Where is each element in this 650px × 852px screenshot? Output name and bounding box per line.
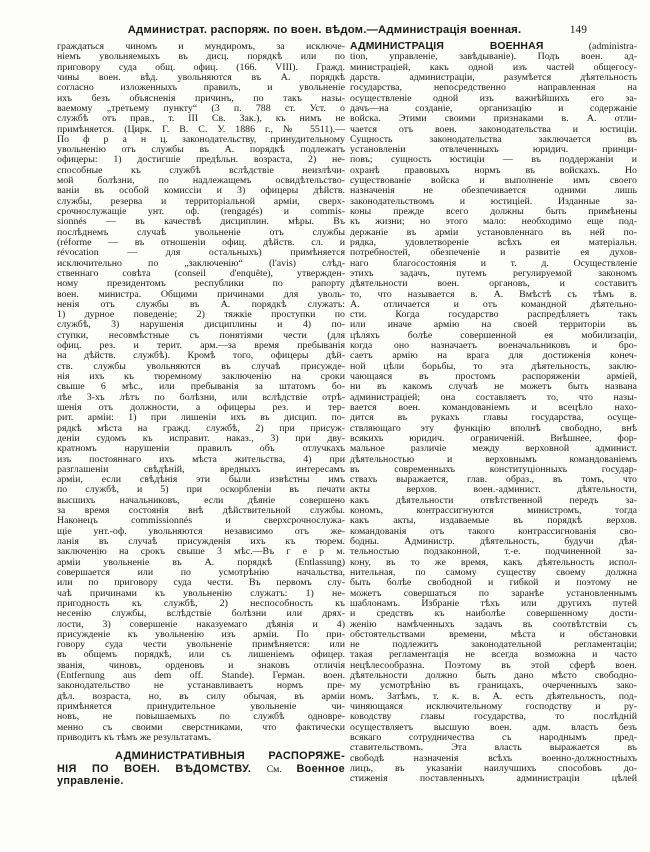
text-line: службѣ, 3) нарушенія дисциплины и 4) по- [57, 320, 345, 331]
text-line: когда оно назначаетъ военачальниковъ и бро- [350, 341, 637, 352]
text-line: дѣятельности должно быть дано мѣсто свободно- [350, 671, 637, 682]
text-line: арміи, если свѣдѣнія эти были извѣстны имъ [57, 475, 345, 486]
text-line: несенію службы, вслѣдствіе болѣзни или дрях- [57, 609, 345, 620]
text-line: послѣднемъ случаѣ увольненіе отъ службы [57, 227, 345, 238]
text-line: ств. службы увольняются въ случаѣ присужде- [57, 361, 345, 372]
text-line: мой болѣзни, по надлежащемъ освидѣтельство- [57, 176, 345, 187]
text-line: ланія въ случаѣ присужденія ихъ къ тюрем. [57, 537, 345, 547]
text-line: свободѣ назначенія всѣхъ военно-должностныхъ [350, 753, 637, 764]
text-line: чиняющаяся исключительному господству и ру- [350, 702, 637, 712]
text-line: стиженія поставленныхъ администраціи цѣлей [350, 774, 637, 785]
text-line: способные къ службѣ вслѣдствіе неизлѣчи- [57, 165, 345, 176]
text-line: исключительно по „заключенію“ (l'avis) слѣд- [57, 258, 345, 269]
text-line: то, что называется в. А. Вмѣстѣ съ тѣмъ в. [350, 289, 637, 300]
text-line: за время состоянія внѣ дѣйствительной службы. [57, 506, 345, 517]
text-line: ствляющаго эту функцію вполнѣ свободно, внѣ [350, 423, 637, 434]
text-line: рядка, удовлетвореніе всѣхъ ея матеріальн. [350, 237, 637, 248]
text-line: дачъ—на созданіе, организацію и содержаніе [350, 103, 637, 114]
text-line: наго благосостоянія и т. д. Осуществленіе [350, 258, 637, 269]
text-line: не подлежитъ законодательной регламентаціи; [350, 640, 637, 651]
text-line: ствахъ выражается, глав. образ., въ томъ, что [350, 475, 637, 486]
text-line: дѣятельности воен. органовъ, и составитъ [350, 279, 637, 290]
text-line: осуществленіе одной изъ важнѣйшихъ его за- [350, 93, 637, 104]
text-line [57, 743, 345, 750]
text-line: чины воен. вѣд. увольняются въ А. порядкѣ [57, 72, 345, 83]
text-line: По ф р а н ц. законодательству, принудительному [57, 134, 345, 145]
entry-heading-line [57, 763, 345, 776]
text-line: нія ихъ къ тюремному заключенію на сроки [57, 372, 345, 382]
text-line: законодательство не устанавливаетъ нормъ пре- [57, 681, 345, 692]
text-line: чаѣ причинами къ увольненію служатъ: 1) не- [57, 588, 345, 599]
text-line: рит. арміи: 1) при лишеніи ихъ въ дисцип. по- [57, 413, 345, 424]
text-line: повъ; сущность юстиціи — въ поддержаніи и [350, 155, 637, 166]
text-line: дѣятельностью и верховнымъ командованіемъ [350, 454, 637, 465]
text-line: войска. Этими своими признаками в. А. отли- [350, 114, 637, 125]
text-line: и средствъ къ наиболѣе совершенному дости- [350, 609, 637, 620]
text-line: всякаго сотрудничества съ народнымъ пред- [350, 732, 637, 743]
text-segment: См. [266, 763, 297, 775]
entry-heading-line: АДМИНИСТРАТИВНЫЯ РАСПОРЯЖЕ- [115, 750, 345, 763]
text-line: кону, въ то же время, какъ дѣятельность испол- [350, 557, 637, 568]
text-line: révocation — для остальныхъ) примѣняется [57, 248, 345, 259]
text-line: sionnés — въ качествѣ дисциплин. мѣры. Въ [57, 217, 345, 228]
text-line: этихъ задачъ, путемъ регулируемой закономъ [350, 268, 637, 279]
text-line: охранѣ правовыхъ нормъ въ войскахъ. Но [350, 165, 637, 176]
text-line: шенія отъ должности, а офицеры рез. и тер- [57, 402, 345, 413]
text-line: примѣняется принудительное увольненіе чи- [57, 702, 345, 712]
text-line: кратномъ нарушеніи правилъ объ отлучкахъ [57, 444, 345, 455]
text-line: офицеры: 1) достигшіе предѣльн. возраста, 2) не- [57, 155, 345, 166]
text-line: ненія отъ службы въ А. порядкѣ служатъ: [57, 299, 345, 310]
text-line: рядкѣ мѣста на гражд. службѣ, 2) при присуж- [57, 423, 345, 434]
text-line: держаніе въ арміи установленнаго въ ней по- [350, 227, 637, 238]
text-line: вается воен. командованіемъ и всецѣло нахо- [350, 402, 637, 413]
text-line: лости, 3) совершеніе наказуемаго дѣянія и 4) [57, 619, 345, 630]
text-line: командованія отъ такого контрассигнованія сво- [350, 526, 637, 537]
text-line: офиц. рез. и терит. арм.—за время пребыванія [57, 341, 345, 352]
text-line: ной цѣли борьбы, то эта дѣятельность, заклю- [350, 361, 637, 372]
text-line: тельностью подзаконной, т.-е. подчиненной за- [350, 547, 637, 558]
text-line: быть болѣе свободной и гибкой и поэтому не [350, 578, 637, 589]
text-line: акты верхов. воен.-админист. дѣятельности, [350, 485, 637, 496]
text-line: саетъ армію на врага для достиженія конеч- [350, 351, 637, 362]
text-line: службѣ отъ прав., т. III Св. Зак.), къ нимъ не [57, 114, 345, 125]
text-line: ному президентомъ республики по рапорту [57, 279, 345, 290]
text-line: званія, чиновъ, орденовъ и знаковъ отличія [57, 660, 345, 671]
text-line: ихъ безъ объясненія причинъ, по такъ назы- [57, 93, 345, 104]
text-line: деніи судомъ къ исправит. наказ., 3) при дву- [57, 433, 345, 444]
text-segment: Военное [296, 762, 345, 775]
text-line: согласно изложенныхъ правилъ, и увольненіе [57, 83, 345, 94]
text-line: къ жизни; но этого мало: необходимо еще под- [350, 217, 637, 228]
text-line: шаблонамъ. Избраніе тѣхъ или другихъ путей [350, 598, 637, 609]
text-line: арміи увольненіе въ А. порядкѣ (Entlassung) [57, 557, 345, 568]
text-line: граждаться чиномъ и мундиромъ, за исключе- [57, 42, 345, 52]
text-line: А. отличается и отъ командной дѣятельно- [350, 299, 637, 310]
text-line: Наконецъ commissionnés и сверхсрочнослужа- [57, 516, 345, 527]
running-header-title: Администрат. распоряж. по воен. вѣдом.—Администрація военная. [127, 24, 522, 36]
text-line: примѣняется. (Цирк. Г. В. С. У. 1886 г., № 5511).— [57, 124, 345, 135]
text-line: осуществляетъ высшую воен. адм. власть безъ [350, 722, 637, 733]
text-line: (Entfernung aus dem off. Stande). Герман. воен. [57, 671, 345, 682]
text-line: ваемому „третьему пункту“ (3 п. 788 ст. Уст. о [57, 103, 345, 114]
body-columns [57, 42, 637, 788]
running-header [57, 24, 637, 39]
text-line: можетъ совершаться по заранѣе установленнымъ [350, 588, 637, 599]
text-line: мальное различіе между верховной админист. [350, 444, 637, 455]
text-line: ственнаго совѣта (conseil d'enquête), утвержден- [57, 268, 345, 279]
text-line: существованіе войска и выполненіе имъ своего [350, 176, 637, 187]
text-line: министраціей, какъ одной изъ частей общегосу- [350, 62, 637, 73]
text-line: (réforme — въ отношеніи офиц. дѣйств. сл. и [57, 237, 345, 248]
text-line: законодательствомъ и юстиціей. Изданные за- [350, 196, 637, 207]
text-line: tion, управленіе, завѣдываніе). Подъ воен. ад- [350, 52, 637, 63]
text-line: кономъ, контрассигнуются министромъ, тогда [350, 506, 637, 517]
text-line [350, 42, 637, 52]
text-line: всякихъ юридич. ограниченій. Внѣшнее, фор- [350, 433, 637, 444]
text-line: ни въ какомъ случаѣ не можетъ быть названа [350, 382, 637, 393]
text-segment: АДМИНИСТРАЦІЯ ВОЕННАЯ [350, 42, 544, 52]
text-line: нецѣлесообразна. Поэтому въ этой сферѣ воен. [350, 660, 637, 671]
text-line: ніемъ увольняемыхъ въ дисц. порядкѣ или по [57, 52, 345, 63]
text-line: срочнослужащіе унт. оф. (rengagés) и commis- [57, 207, 345, 217]
text-line: или иначе армію на своей территоріи въ [350, 320, 637, 331]
text-line: 1) дурное поведеніе; 2) тяжкіе проступки по [57, 310, 345, 321]
text-line: бодны. Администр. дѣятельность, будучи дѣя- [350, 537, 637, 547]
text-line: нительная, по самому существу своему должна [350, 567, 637, 578]
text-line: лѣе 3-хъ лѣтъ по болѣзни, или вслѣдствіе отрѣ- [57, 392, 345, 403]
column-left [57, 42, 345, 788]
text-line: дѣл. возраста, но, въ силу обычая, въ арміи [57, 691, 345, 702]
text-line: ваніи въ особой комиссіи и 3) офицеры дѣйств. [57, 186, 345, 197]
text-line: такая регламентація не всегда возможна и часто [350, 650, 637, 661]
text-line: какъ акты, издаваемые въ порядкѣ верхов. [350, 516, 637, 527]
text-line: назначенія не обезпечивается одними лишь [350, 186, 637, 197]
text-line: приводитъ къ тѣмъ же результатамъ. [57, 732, 212, 743]
text-line: потребностей, обезпеченіе и развитіе ея духов- [350, 248, 637, 259]
text-line: лицъ, въ указаніи наилучшихъ способовъ до- [350, 763, 637, 774]
text-line: приговору суда общ. офиц. (166. VIII). Гражд. [57, 62, 345, 73]
text-line: дарств. администраціи, разумѣется дѣятельность [350, 72, 637, 83]
text-line: воен. министра. Общими причинами для уволь- [57, 289, 345, 300]
text-line: въ общемъ порядкѣ, или съ лишеніемъ офицер. [57, 650, 345, 661]
text-line: совершается или по усмотрѣнію начальства, [57, 567, 345, 578]
text-line: разглашеніи свѣдѣній, вредныхъ интересамъ [57, 464, 345, 475]
text-line: коны прежде всего должны быть примѣнены [350, 207, 637, 217]
text-line: женію намѣченныхъ задачъ въ соотвѣтствіи съ [350, 619, 637, 630]
text-line: чается отъ воен. законодательства и юстиціи. [350, 124, 637, 135]
text-line: государства, непосредственно направленная на [350, 83, 637, 94]
text-line: изъ постояннаго ихъ мѣста жительства, 4) при [57, 454, 345, 465]
text-line: ступки, несовмѣстные съ понятіями чести (для [57, 330, 345, 341]
text-line: высшихъ начальниковъ, если дѣяніе совершено [57, 495, 345, 506]
text-line: ставительствомъ. Эта власть выражается въ [350, 743, 637, 754]
text-line: какъ дѣятельности отвѣтственной передъ за- [350, 495, 637, 506]
text-line: установленіи отвлеченныхъ юридич. принци- [350, 145, 637, 156]
text-line: чающаяся въ простомъ распоряженіи арміей, [350, 372, 637, 382]
text-line: цѣляхъ болѣе совершенной ея мобилизаціи, [350, 330, 637, 341]
text-line: увольненію отъ службы въ А. порядкѣ подлежатъ [57, 145, 345, 156]
text-line: администраціей; она составляетъ то, что назы- [350, 392, 637, 403]
entry-heading-line: управленіе. [57, 775, 124, 788]
page-number: 149 [569, 24, 587, 36]
text-line: новъ, не повышаемыхъ по службѣ одновре- [57, 712, 345, 723]
text-line: въ современныхъ конституціонныхъ государ- [350, 464, 637, 475]
text-line: службы, резерва и территоріальной арміи, сверх- [57, 196, 345, 207]
text-line: свыше 6 мѣс., или пребыванія за штатомъ бо- [57, 382, 345, 393]
text-line: заключенію на срокъ свыше 3 мѣс.—Въ г е р м. [57, 547, 345, 558]
text-line: или по приговору суда чести. Въ первомъ слу- [57, 578, 345, 589]
text-line: на дѣйств. службѣ). Кромѣ того, офицеры дѣй- [57, 351, 345, 362]
column-right [350, 42, 637, 788]
text-line: менно съ своими сверстниками, что фактически [57, 722, 345, 733]
text-segment: (administra- [543, 42, 637, 52]
text-line: Сущность законодательства заключается въ [350, 134, 637, 145]
text-line: ководству главы государства, то послѣдній [350, 712, 637, 723]
text-line: дится въ рукахъ главы государства, осуще- [350, 413, 637, 424]
text-line: обстоятельствами времени, мѣста и обстановки [350, 629, 637, 640]
text-line: номъ. Затѣмъ, т. к. в. А. есть дѣятельность, под- [350, 691, 637, 702]
text-segment: НІЯ ПО ВОЕН. ВѢДОМСТВУ. [57, 762, 267, 775]
text-line: сти. Когда государство распредѣляетъ такъ [350, 310, 637, 321]
text-line: пригодность къ службѣ, 2) неспособность къ [57, 598, 345, 609]
text-line: говору суда чести увольненіе примѣняется: или [57, 640, 345, 651]
text-line: му усмотрѣнію въ границахъ, очерченныхъ зако- [350, 681, 637, 692]
text-line: щіе унт.-оф. увольняются независимо отъ же- [57, 526, 345, 537]
text-line: присужденіе къ увольненію изъ арміи. По при- [57, 629, 345, 640]
text-line: по службѣ, и 5) при оскорбленіи въ печати [57, 485, 345, 496]
